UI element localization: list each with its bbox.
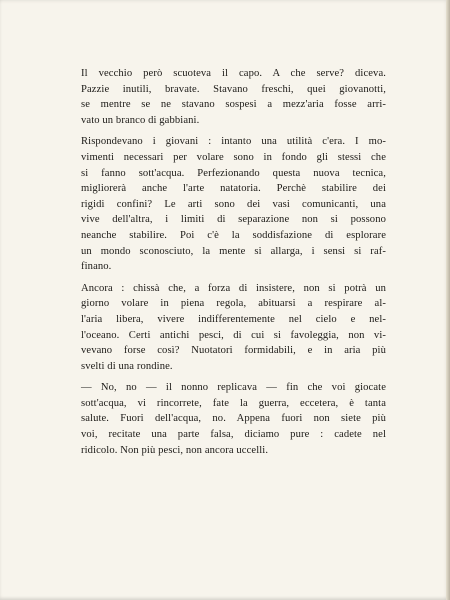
paragraph-3 — [81, 281, 386, 375]
text-line: si fanno sott'acqua. Perfezionando questa nuova tecnica, — [81, 167, 386, 179]
text-line: neanche stabilire. Poi c'è la soddisfazione di esplorare — [81, 229, 386, 241]
text-line: salute. Fuori dell'acqua, no. Appena fuori non siete più — [81, 413, 386, 425]
text-line: Il vecchio però scuoteva il capo. A che serve? diceva. — [81, 68, 386, 79]
body-text — [81, 66, 386, 458]
text-line: vevano forse così? Nuotatori formidabili, e in aria più — [81, 345, 386, 357]
text-line: — No, no — il nonno replicava — fin che voi giocate — [81, 382, 386, 394]
paragraph-4 — [81, 380, 386, 458]
text-line: sott'acqua, vi rincorrete, fate la guerra, eccetera, è tanta — [81, 397, 386, 409]
text-line: se mentre se ne stavano sospesi a mezz'aria fosse arri- — [81, 99, 386, 111]
text-line: voi, recitate una parte falsa, diciamo pure : cadete nel — [81, 429, 386, 441]
text-line: svelti di una rondine. — [81, 360, 173, 372]
paragraph-1 — [81, 66, 386, 128]
text-line: Pazzie inutili, bravate. Stavano freschi, quei giovanotti, — [81, 83, 386, 95]
text-line: vimenti necessari per volare sono in fondo gli stessi che — [81, 151, 386, 163]
text-line: l'aria libera, vivere indifferentemente nel cielo e nel- — [81, 313, 386, 325]
text-line: rigidi confini? Le arti sono dei vasi comunicanti, una — [81, 198, 386, 210]
paragraph-2 — [81, 134, 386, 274]
text-line: giorno volare in piena regola, abituarsi a respirare al- — [81, 298, 386, 310]
text-line: vive dell'altra, i limiti di separazione non si possono — [81, 214, 386, 226]
text-line: Ancora : chissà che, a forza di insistere, non si potrà un — [81, 282, 386, 294]
text-line: vato un branco di gabbiani. — [81, 114, 200, 126]
text-line: ridicolo. Non più pesci, non ancora uccelli. — [81, 444, 269, 456]
text-line: finano. — [81, 261, 112, 273]
text-line: l'oceano. Certi antichi pesci, di cui si favoleggia, non vi- — [81, 329, 386, 341]
text-line: Rispondevano i giovani : intanto una utilità c'era. I mo- — [81, 136, 386, 148]
text-line: migliorerà anche l'arte natatoria. Perchè stabilire dei — [81, 183, 386, 195]
text-line: un mondo sconosciuto, la mente si allarga, i sensi si raf- — [81, 245, 386, 257]
page-edge — [446, 0, 450, 600]
